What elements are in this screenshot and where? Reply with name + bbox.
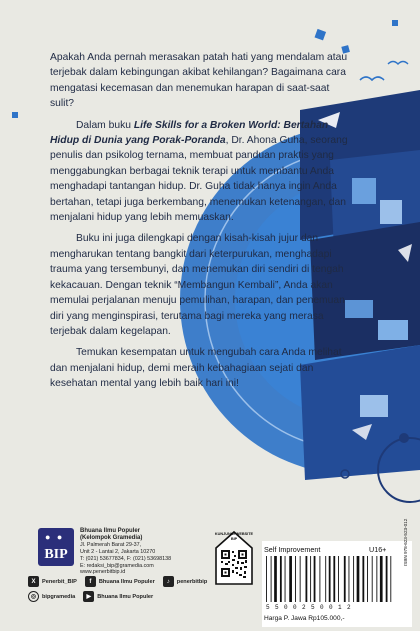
youtube-icon: ▶ [83,591,94,602]
social-youtube-label: Bhuana Ilmu Populer [97,593,154,600]
publisher-group: (Kelompok Gramedia) [80,534,143,541]
publisher-address-2: Unit 2 - Lantai 2, Jakarta 10270 [80,548,156,555]
book-title: Life Skills for a Broken World: Bertahan Hidup di Dunia yang Porak-Poranda [50,119,329,147]
x-icon: X [28,576,39,587]
publisher-info [80,528,205,576]
logo-text: BIP [44,547,68,562]
social-tiktok-label: penerbitbip [176,578,208,585]
publisher-email: E: redaksi_bip@gramedia.com [80,562,154,569]
blurb-paragraph-3: Buku ini juga dilengkapi dengan kisah-kisah jujur dan mengharukan tentang bangkit dari keterpurukan, menghadapi trauma yang tersembunyi, dan menemukan diri sendiri di tengah kekacauan. Dengan teknik “Membangun Kembali”, Anda akan memulai perjalanan menuju pemulihan, harapan, dan penemuan diri yang menginspirasi, terutama bagi mereka yang merasa terjebak dalam kegelapan. [50,233,345,337]
logo-dots: ● ● [45,532,65,542]
social-facebook-label: Bhuana Ilmu Populer [98,578,155,585]
blurb-paragraph-1: Apakah Anda pernah merasakan patah hati yang mendalam atau terjebak dalam kebingungan akibat kehilangan? Bagaimana cara mengatasi kecemasan dan menemukan harapan di saat-saat sulit? [50,52,348,110]
social-instagram-label: bipgramedia [42,593,76,600]
age-rating: U16+ [369,545,387,554]
category-label: Self Improvement [264,545,321,554]
social-facebook[interactable] [85,576,155,587]
social-youtube[interactable] [83,591,153,602]
publisher-address-1: Jl. Palmerah Barat 29-37, [80,541,142,548]
blurb-paragraph-4: Temukan kesempatan untuk mengubah cara Anda melihat dan menjalani hidup, demi meraih kebahagiaan sejati dan kesehatan mental yang lebih baik hari ini! [50,347,342,390]
tiktok-icon: ♪ [163,576,174,587]
social-x[interactable] [28,576,77,587]
publisher-web: www.penerbitbip.id [80,569,126,576]
paragraph-2-rest: , Dr. Ahona Guha, seorang penulis dan psikolog ternama, membuat panduan praktis yang menggabungkan berbagai teknik terapi untuk membantu Anda menghadapi tantangan hidup. Dr. Guha tidak hanya ingin Anda bertahan, tetapi juga berkembang, menemukan ketenangan, dan menjalani hidup yang lebih memuaskan. [50,135,348,224]
facebook-icon: f [85,576,96,587]
isbn-text: ISBN 978-623-523-012 [403,518,408,566]
paragraph-2-prefix: Dalam buku [76,119,134,131]
price-label: Harga P. Jawa Rp105.000,- [264,615,345,622]
qr-label: KUNJUNGI WEBSITE BIP [214,532,254,541]
publisher-name: Bhuana Ilmu Populer [80,528,141,534]
social-instagram[interactable] [28,591,75,602]
blurb-paragraph-2 [50,118,354,226]
blurb-text [50,50,354,398]
publisher-logo [38,528,74,566]
instagram-icon: ◎ [28,591,39,602]
barcode-number: 5 5 0 0 2 5 0 0 1 2 [266,604,352,611]
social-links [28,574,218,604]
barcode-icon [264,556,396,602]
social-tiktok[interactable] [163,576,207,587]
publisher-phone: T: (021) 53677834, F: (021) 53698138 [80,555,172,562]
social-x-label: Penerbit_BIP [42,578,77,585]
